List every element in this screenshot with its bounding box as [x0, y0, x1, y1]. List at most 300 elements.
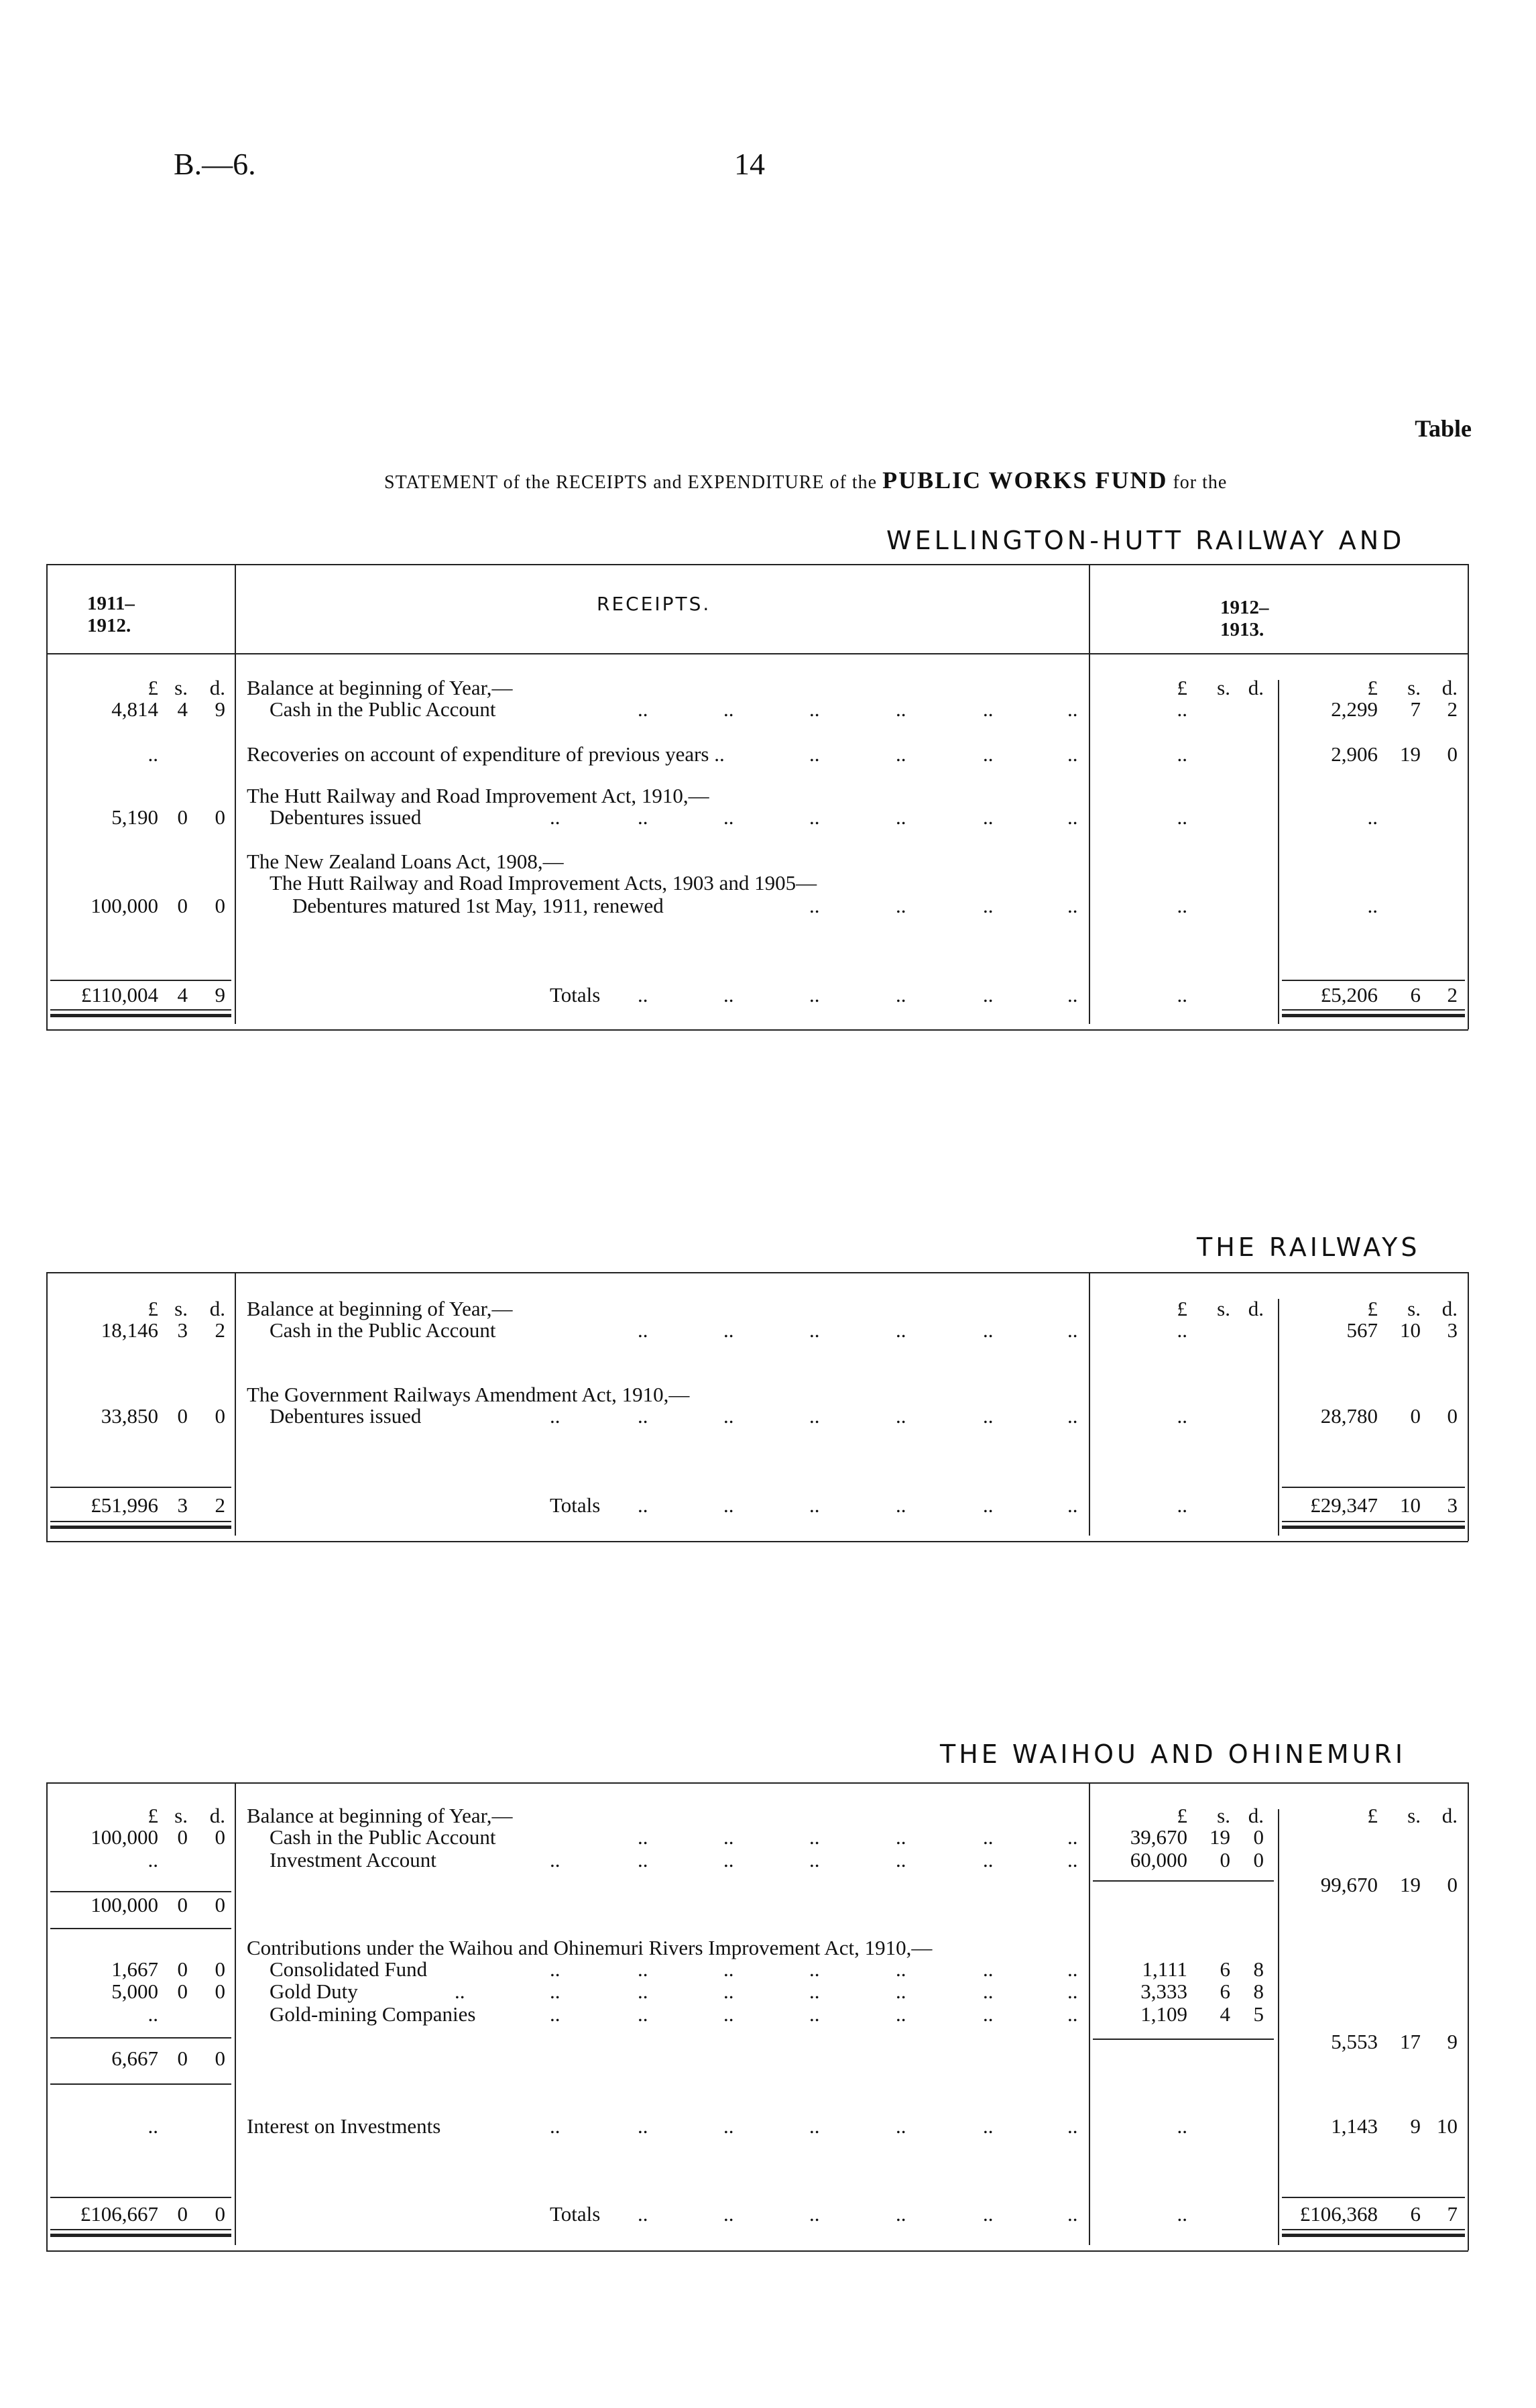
dot-leader: .. [809, 1493, 820, 1517]
dot-leader: .. [896, 1493, 906, 1517]
total-double-rule [1282, 1521, 1465, 1528]
totals-label: Totals [550, 2202, 601, 2226]
row-description: Consolidated Fund [270, 1957, 428, 1981]
dot-leader: .. [723, 1825, 734, 1849]
left-amount-pence: 0 [215, 1893, 225, 1916]
left-amount-shillings: 4 [177, 697, 188, 721]
dot-leader: .. [723, 805, 734, 829]
table-section-title: THE WAIHOU AND OHINEMURI [940, 1739, 1407, 1769]
table-row [0, 677, 1536, 699]
middle-amount-pence: 8 [1253, 1957, 1264, 1981]
left-amount-pounds: £51,996 [91, 1493, 158, 1517]
dot-leader: .. [809, 894, 820, 917]
left-amount-shillings: 0 [177, 1825, 188, 1849]
left-amount-pounds: 33,850 [101, 1404, 158, 1428]
dot-leader: .. [723, 2202, 734, 2226]
middle-amount-pence: d. [1248, 676, 1264, 699]
left-amount-shillings: 0 [177, 1957, 188, 1981]
left-amount-shillings: s. [174, 1804, 188, 1827]
dot-leader: .. [1067, 1825, 1078, 1849]
left-amount-shillings: 3 [177, 1318, 188, 1342]
dot-leader: .. [896, 2002, 906, 2026]
fund-name: PUBLIC WORKS FUND [882, 467, 1168, 494]
dot-leader: .. [983, 983, 994, 1007]
dot-leader: .. [1067, 1957, 1078, 1981]
left-amount-nil: .. [147, 742, 158, 766]
table-row [0, 806, 1536, 829]
total-double-rule [1282, 2229, 1465, 2236]
right-amount-pounds: 28,780 [1320, 1404, 1378, 1428]
dot-leader: .. [896, 894, 906, 917]
dot-leader: .. [983, 742, 994, 766]
middle-amount-pence: 5 [1253, 2002, 1264, 2026]
middle-amount-pence: d. [1248, 1297, 1264, 1320]
dot-leader: .. [983, 697, 994, 721]
dot-leader: .. [638, 2202, 648, 2226]
right-amount-shillings: s. [1407, 1297, 1421, 1320]
right-amount-pounds: £106,368 [1299, 2202, 1378, 2226]
middle-amount-shillings: 6 [1220, 1957, 1230, 1981]
total-double-rule [50, 1521, 231, 1528]
dot-leader: .. [723, 2114, 734, 2138]
totals-row [0, 984, 1536, 1007]
dot-leader: .. [723, 1980, 734, 2003]
right-amount-pence: 0 [1447, 742, 1458, 766]
totals-label: Totals [550, 1493, 601, 1517]
table-row [0, 1874, 1536, 1896]
dot-leader: .. [983, 2202, 994, 2226]
left-amount-pounds: 100,000 [91, 894, 158, 917]
right-amount-shillings: 19 [1400, 1873, 1421, 1896]
dot-leader: .. [809, 1848, 820, 1872]
dot-leader: .. [809, 1957, 820, 1981]
totals-label: Totals [550, 983, 601, 1007]
totals-row [0, 2203, 1536, 2226]
dot-leader: .. [550, 1848, 560, 1872]
left-amount-pence: 0 [215, 1980, 225, 2003]
left-amount-shillings: 0 [177, 2202, 188, 2226]
right-amount-shillings: s. [1407, 1804, 1421, 1827]
table-row [0, 1298, 1536, 1320]
right-amount-pounds: 1,143 [1331, 2114, 1378, 2138]
right-amount-pounds: £ [1367, 1804, 1378, 1827]
middle-amount-pounds: 60,000 [1130, 1848, 1187, 1872]
middle-amount-pounds: 39,670 [1130, 1825, 1187, 1849]
frame-bottom-rule [46, 1541, 1468, 1542]
right-amount-shillings: 7 [1410, 697, 1421, 721]
left-amount-shillings: 0 [177, 894, 188, 917]
left-amount-nil: .. [147, 1848, 158, 1872]
middle-amount-nil: .. [1177, 697, 1187, 721]
subtotal-rule [1282, 980, 1465, 981]
middle-amount-shillings: 19 [1209, 1825, 1230, 1849]
dot-leader: .. [983, 1980, 994, 2003]
middle-amount-pounds: 1,111 [1142, 1957, 1187, 1981]
left-amount-pence: 0 [215, 2047, 225, 2070]
table-row [0, 895, 1536, 917]
right-amount-pence: 9 [1447, 2030, 1458, 2053]
subtotal-rule [1282, 1487, 1465, 1488]
table-row [0, 698, 1536, 721]
dot-leader: .. [983, 1848, 994, 1872]
dot-leader: .. [1067, 2114, 1078, 2138]
left-amount-pounds: 4,814 [111, 697, 158, 721]
left-amount-pounds: 100,000 [91, 1825, 158, 1849]
dot-leader: .. [809, 805, 820, 829]
dot-leader: .. [550, 2002, 560, 2026]
middle-amount-pounds: £ [1177, 1297, 1187, 1320]
dot-leader: .. [550, 1404, 560, 1428]
table-row [0, 1826, 1536, 1849]
right-amount-pounds: £ [1367, 676, 1378, 699]
left-amount-nil: .. [147, 2002, 158, 2026]
dot-leader: .. [983, 1318, 994, 1342]
right-amount-shillings: 6 [1410, 983, 1421, 1007]
right-amount-pounds: 2,906 [1331, 742, 1378, 766]
middle-amount-pounds: £ [1177, 1804, 1187, 1827]
left-amount-shillings: s. [174, 676, 188, 699]
dot-leader: .. [1067, 2202, 1078, 2226]
left-amount-pence: 0 [215, 894, 225, 917]
dot-leader: .. [638, 1318, 648, 1342]
right-amount-pence: 0 [1447, 1404, 1458, 1428]
dot-leader: .. [809, 1825, 820, 1849]
dot-leader: .. [896, 1848, 906, 1872]
dot-leader: .. [638, 1825, 648, 1849]
row-description: Cash in the Public Account [270, 1825, 496, 1849]
left-amount-pence: 0 [215, 805, 225, 829]
right-amount-nil: .. [1367, 894, 1378, 917]
right-amount-pounds: 567 [1346, 1318, 1378, 1342]
row-description: The Hutt Railway and Road Improvement Acts, 1903 and 1905— [270, 871, 817, 895]
dot-leader: .. [723, 2002, 734, 2026]
dot-leader: .. [638, 1957, 648, 1981]
row-description: The Government Railways Amendment Act, 1910,— [247, 1383, 690, 1406]
left-amount-shillings: 0 [177, 1893, 188, 1916]
right-amount-pence: d. [1441, 676, 1458, 699]
row-description: Interest on Investments [247, 2114, 441, 2138]
dot-leader: .. [638, 1848, 648, 1872]
dot-leader: .. [1067, 894, 1078, 917]
row-description: Investment Account [270, 1848, 436, 1872]
row-description: Recoveries on account of expenditure of previous years .. [247, 742, 725, 766]
table-row [0, 1804, 1536, 1827]
right-amount-pounds: £ [1367, 1297, 1378, 1320]
left-amount-shillings: 0 [177, 1980, 188, 2003]
middle-amount-shillings: 4 [1220, 2002, 1230, 2026]
left-amount-pence: 9 [215, 697, 225, 721]
right-amount-pence: 2 [1447, 983, 1458, 1007]
total-double-rule [50, 2229, 231, 2236]
subtotal-rule [50, 980, 231, 981]
right-amount-pounds: 99,670 [1320, 1873, 1378, 1896]
row-description: Debentures issued [270, 805, 422, 829]
dot-leader: .. [809, 1980, 820, 2003]
frame-bottom-rule [46, 1029, 1468, 1031]
header-year-right: 1912–1913. [1220, 597, 1269, 640]
table-row [0, 2047, 1536, 2070]
dot-leader: .. [638, 2002, 648, 2026]
middle-amount-shillings: s. [1217, 676, 1230, 699]
dot-leader: .. [983, 894, 994, 917]
left-amount-shillings: 4 [177, 983, 188, 1007]
middle-amount-nil: .. [1177, 1404, 1187, 1428]
dot-leader: .. [723, 1848, 734, 1872]
table-row [0, 1383, 1536, 1406]
middle-amount-pounds: 1,109 [1140, 2002, 1187, 2026]
subtotal-rule [1282, 2197, 1465, 2198]
right-amount-pounds: 2,299 [1331, 697, 1378, 721]
left-amount-pounds: 100,000 [91, 1893, 158, 1916]
dot-leader: .. [896, 1404, 906, 1428]
dot-leader: .. [896, 805, 906, 829]
statement-heading [384, 466, 1227, 494]
middle-amount-nil: .. [1177, 742, 1187, 766]
dot-leader: .. [809, 1404, 820, 1428]
right-amount-pence: 3 [1447, 1493, 1458, 1517]
statement-pre: STATEMENT of the RECEIPTS and EXPENDITURE of the [384, 472, 878, 493]
left-amount-pounds: £ [147, 1804, 158, 1827]
table-row [0, 850, 1536, 873]
left-amount-pounds: 18,146 [101, 1318, 158, 1342]
left-amount-pence: d. [209, 1804, 225, 1827]
right-amount-pence: 7 [1447, 2202, 1458, 2226]
middle-amount-pounds: £ [1177, 676, 1187, 699]
frame-top-rule [46, 1272, 1468, 1273]
dot-leader: .. [550, 2114, 560, 2138]
dot-leader: .. [723, 1957, 734, 1981]
left-amount-pounds: £ [147, 676, 158, 699]
dot-leader: .. [1067, 805, 1078, 829]
dot-leader: .. [809, 2202, 820, 2226]
table-row [0, 1405, 1536, 1428]
left-amount-pence: 2 [215, 1318, 225, 1342]
dot-leader: .. [896, 1980, 906, 2003]
table-row [0, 1980, 1536, 2003]
middle-amount-shillings: s. [1217, 1804, 1230, 1827]
dot-leader: .. [896, 1318, 906, 1342]
frame-top-rule [46, 1782, 1468, 1784]
dot-leader: .. [983, 1493, 994, 1517]
middle-amount-pence: 8 [1253, 1980, 1264, 2003]
right-amount-shillings: 10 [1400, 1493, 1421, 1517]
middle-amount-nil: .. [1177, 2202, 1187, 2226]
left-amount-pence: 0 [215, 1404, 225, 1428]
right-amount-shillings: 10 [1400, 1318, 1421, 1342]
right-amount-pounds: £5,206 [1320, 983, 1378, 1007]
row-description: Cash in the Public Account [270, 697, 496, 721]
right-amount-pounds: 5,553 [1331, 2030, 1378, 2053]
middle-amount-nil: .. [1177, 1318, 1187, 1342]
left-amount-pence: 0 [215, 2202, 225, 2226]
dot-leader: .. [638, 1980, 648, 2003]
dot-leader: .. [550, 805, 560, 829]
left-amount-pence: 2 [215, 1493, 225, 1517]
page-number: 14 [734, 147, 765, 181]
dot-leader: .. [550, 1980, 560, 2003]
table-label: Table [1415, 415, 1472, 442]
frame-bottom-rule [46, 2250, 1468, 2252]
left-amount-pounds: 5,190 [111, 805, 158, 829]
middle-amount-nil: .. [1177, 2114, 1187, 2138]
table-row [0, 1849, 1536, 1872]
dot-leader: .. [638, 1404, 648, 1428]
right-amount-shillings: 19 [1400, 742, 1421, 766]
total-double-rule [1282, 1009, 1465, 1017]
dot-leader: .. [723, 1493, 734, 1517]
left-amount-pence: 9 [215, 983, 225, 1007]
table-section-title: WELLINGTON-HUTT RAILWAY AND [886, 526, 1405, 555]
row-description: Debentures matured 1st May, 1911, renewed [292, 894, 664, 917]
dot-leader: .. [809, 1318, 820, 1342]
right-amount-shillings: 0 [1410, 1404, 1421, 1428]
left-amount-pence: d. [209, 676, 225, 699]
dot-leader: .. [896, 697, 906, 721]
dot-leader: .. [638, 1493, 648, 1517]
table-row [0, 1319, 1536, 1342]
dot-leader: .. [983, 1957, 994, 1981]
dot-leader: .. [638, 2114, 648, 2138]
dot-leader: .. [896, 2202, 906, 2226]
total-double-rule [50, 1009, 231, 1017]
dot-leader: .. [1067, 1848, 1078, 1872]
subtotal-rule [50, 2197, 231, 2198]
dot-leader: .. [896, 2114, 906, 2138]
left-amount-pounds: £110,004 [80, 983, 158, 1007]
right-amount-pence: d. [1441, 1804, 1458, 1827]
dot-leader: .. [723, 983, 734, 1007]
dot-leader: .. [1067, 1493, 1078, 1517]
row-description: Balance at beginning of Year,— [247, 1297, 513, 1320]
row-description: Balance at beginning of Year,— [247, 1804, 513, 1827]
dot-leader: .. [1067, 2002, 1078, 2026]
dot-leader: .. [809, 2114, 820, 2138]
dot-leader: .. [1067, 1980, 1078, 2003]
frame-top-rule [46, 564, 1468, 565]
dot-leader: .. [638, 697, 648, 721]
right-amount-pence: d. [1441, 1297, 1458, 1320]
table-row [0, 1937, 1536, 1959]
right-amount-pence: 3 [1447, 1318, 1458, 1342]
right-amount-shillings: 17 [1400, 2030, 1421, 2053]
row-description: Gold-mining Companies [270, 2002, 476, 2026]
dot-leader: .. [550, 1957, 560, 1981]
table-row [0, 785, 1536, 807]
dot-leader: .. [896, 1825, 906, 1849]
dot-leader: .. [809, 983, 820, 1007]
middle-amount-shillings: 6 [1220, 1980, 1230, 2003]
dot-leader: .. [983, 1404, 994, 1428]
dot-leader: .. [723, 1318, 734, 1342]
dot-leader: .. [896, 1957, 906, 1981]
middle-amount-pence: d. [1248, 1804, 1264, 1827]
dot-leader: .. [1067, 697, 1078, 721]
dot-leader: .. [638, 805, 648, 829]
row-description: Cash in the Public Account [270, 1318, 496, 1342]
dot-leader: .. [723, 697, 734, 721]
left-amount-pounds: 6,667 [111, 2047, 158, 2070]
right-amount-pence: 2 [1447, 697, 1458, 721]
table-row [0, 1894, 1536, 1916]
middle-amount-nil: .. [1177, 805, 1187, 829]
left-amount-pence: d. [209, 1297, 225, 1320]
dot-leader: .. [455, 1980, 465, 2003]
dot-leader: .. [983, 2002, 994, 2026]
middle-amount-shillings: 0 [1220, 1848, 1230, 1872]
table-section-title: THE RAILWAYS [1197, 1232, 1421, 1262]
dot-leader: .. [983, 1825, 994, 1849]
dot-leader: .. [1067, 1404, 1078, 1428]
table-row [0, 2003, 1536, 2026]
middle-amount-nil: .. [1177, 894, 1187, 917]
middle-amount-nil: .. [1177, 983, 1187, 1007]
subtotal-rule [50, 1487, 231, 1488]
totals-row [0, 1494, 1536, 1517]
table-row [0, 2115, 1536, 2138]
right-amount-pence: 10 [1437, 2114, 1458, 2138]
dot-leader: .. [1067, 742, 1078, 766]
middle-amount-shillings: s. [1217, 1297, 1230, 1320]
left-amount-shillings: 0 [177, 805, 188, 829]
middle-amount-pence: 0 [1253, 1848, 1264, 1872]
left-amount-shillings: 0 [177, 1404, 188, 1428]
row-description: Debentures issued [270, 1404, 422, 1428]
row-description: The New Zealand Loans Act, 1908,— [247, 850, 564, 873]
left-amount-nil: .. [147, 2114, 158, 2138]
left-amount-pence: 0 [215, 1957, 225, 1981]
left-amount-pence: 0 [215, 1825, 225, 1849]
dot-leader: .. [638, 983, 648, 1007]
left-amount-shillings: 0 [177, 2047, 188, 2070]
dot-leader: .. [896, 983, 906, 1007]
dot-leader: .. [723, 1404, 734, 1428]
dot-leader: .. [1067, 1318, 1078, 1342]
row-description: Balance at beginning of Year,— [247, 676, 513, 699]
row-description: Contributions under the Waihou and Ohinemuri Rivers Improvement Act, 1910,— [247, 1936, 933, 1959]
dot-leader: .. [983, 805, 994, 829]
middle-amount-pounds: 3,333 [1140, 1980, 1187, 2003]
subtotal-rule [50, 1928, 231, 1929]
left-amount-pounds: 1,667 [111, 1957, 158, 1981]
right-amount-shillings: 6 [1410, 2202, 1421, 2226]
left-amount-pounds: 5,000 [111, 1980, 158, 2003]
row-description: The Hutt Railway and Road Improvement Act, 1910,— [247, 784, 709, 807]
right-amount-nil: .. [1367, 805, 1378, 829]
right-amount-pence: 0 [1447, 1873, 1458, 1896]
middle-amount-pence: 0 [1253, 1825, 1264, 1849]
table-row [0, 1958, 1536, 1981]
dot-leader: .. [809, 742, 820, 766]
left-amount-pounds: £106,667 [80, 2202, 158, 2226]
dot-leader: .. [809, 697, 820, 721]
middle-amount-nil: .. [1177, 1493, 1187, 1517]
table-row [0, 872, 1536, 895]
right-amount-shillings: 9 [1410, 2114, 1421, 2138]
right-amount-shillings: s. [1407, 676, 1421, 699]
left-amount-shillings: 3 [177, 1493, 188, 1517]
statement-post: for the [1173, 472, 1228, 493]
dot-leader: .. [896, 742, 906, 766]
header-receipts: RECEIPTS. [597, 593, 711, 615]
table-row [0, 743, 1536, 766]
left-amount-pounds: £ [147, 1297, 158, 1320]
subtotal-rule [50, 2083, 231, 2085]
dot-leader: .. [809, 2002, 820, 2026]
row-description: Gold Duty [270, 1980, 358, 2003]
document-reference: B.—6. [174, 147, 256, 181]
header-year-left: 1911–1912. [87, 593, 135, 636]
dot-leader: .. [983, 2114, 994, 2138]
